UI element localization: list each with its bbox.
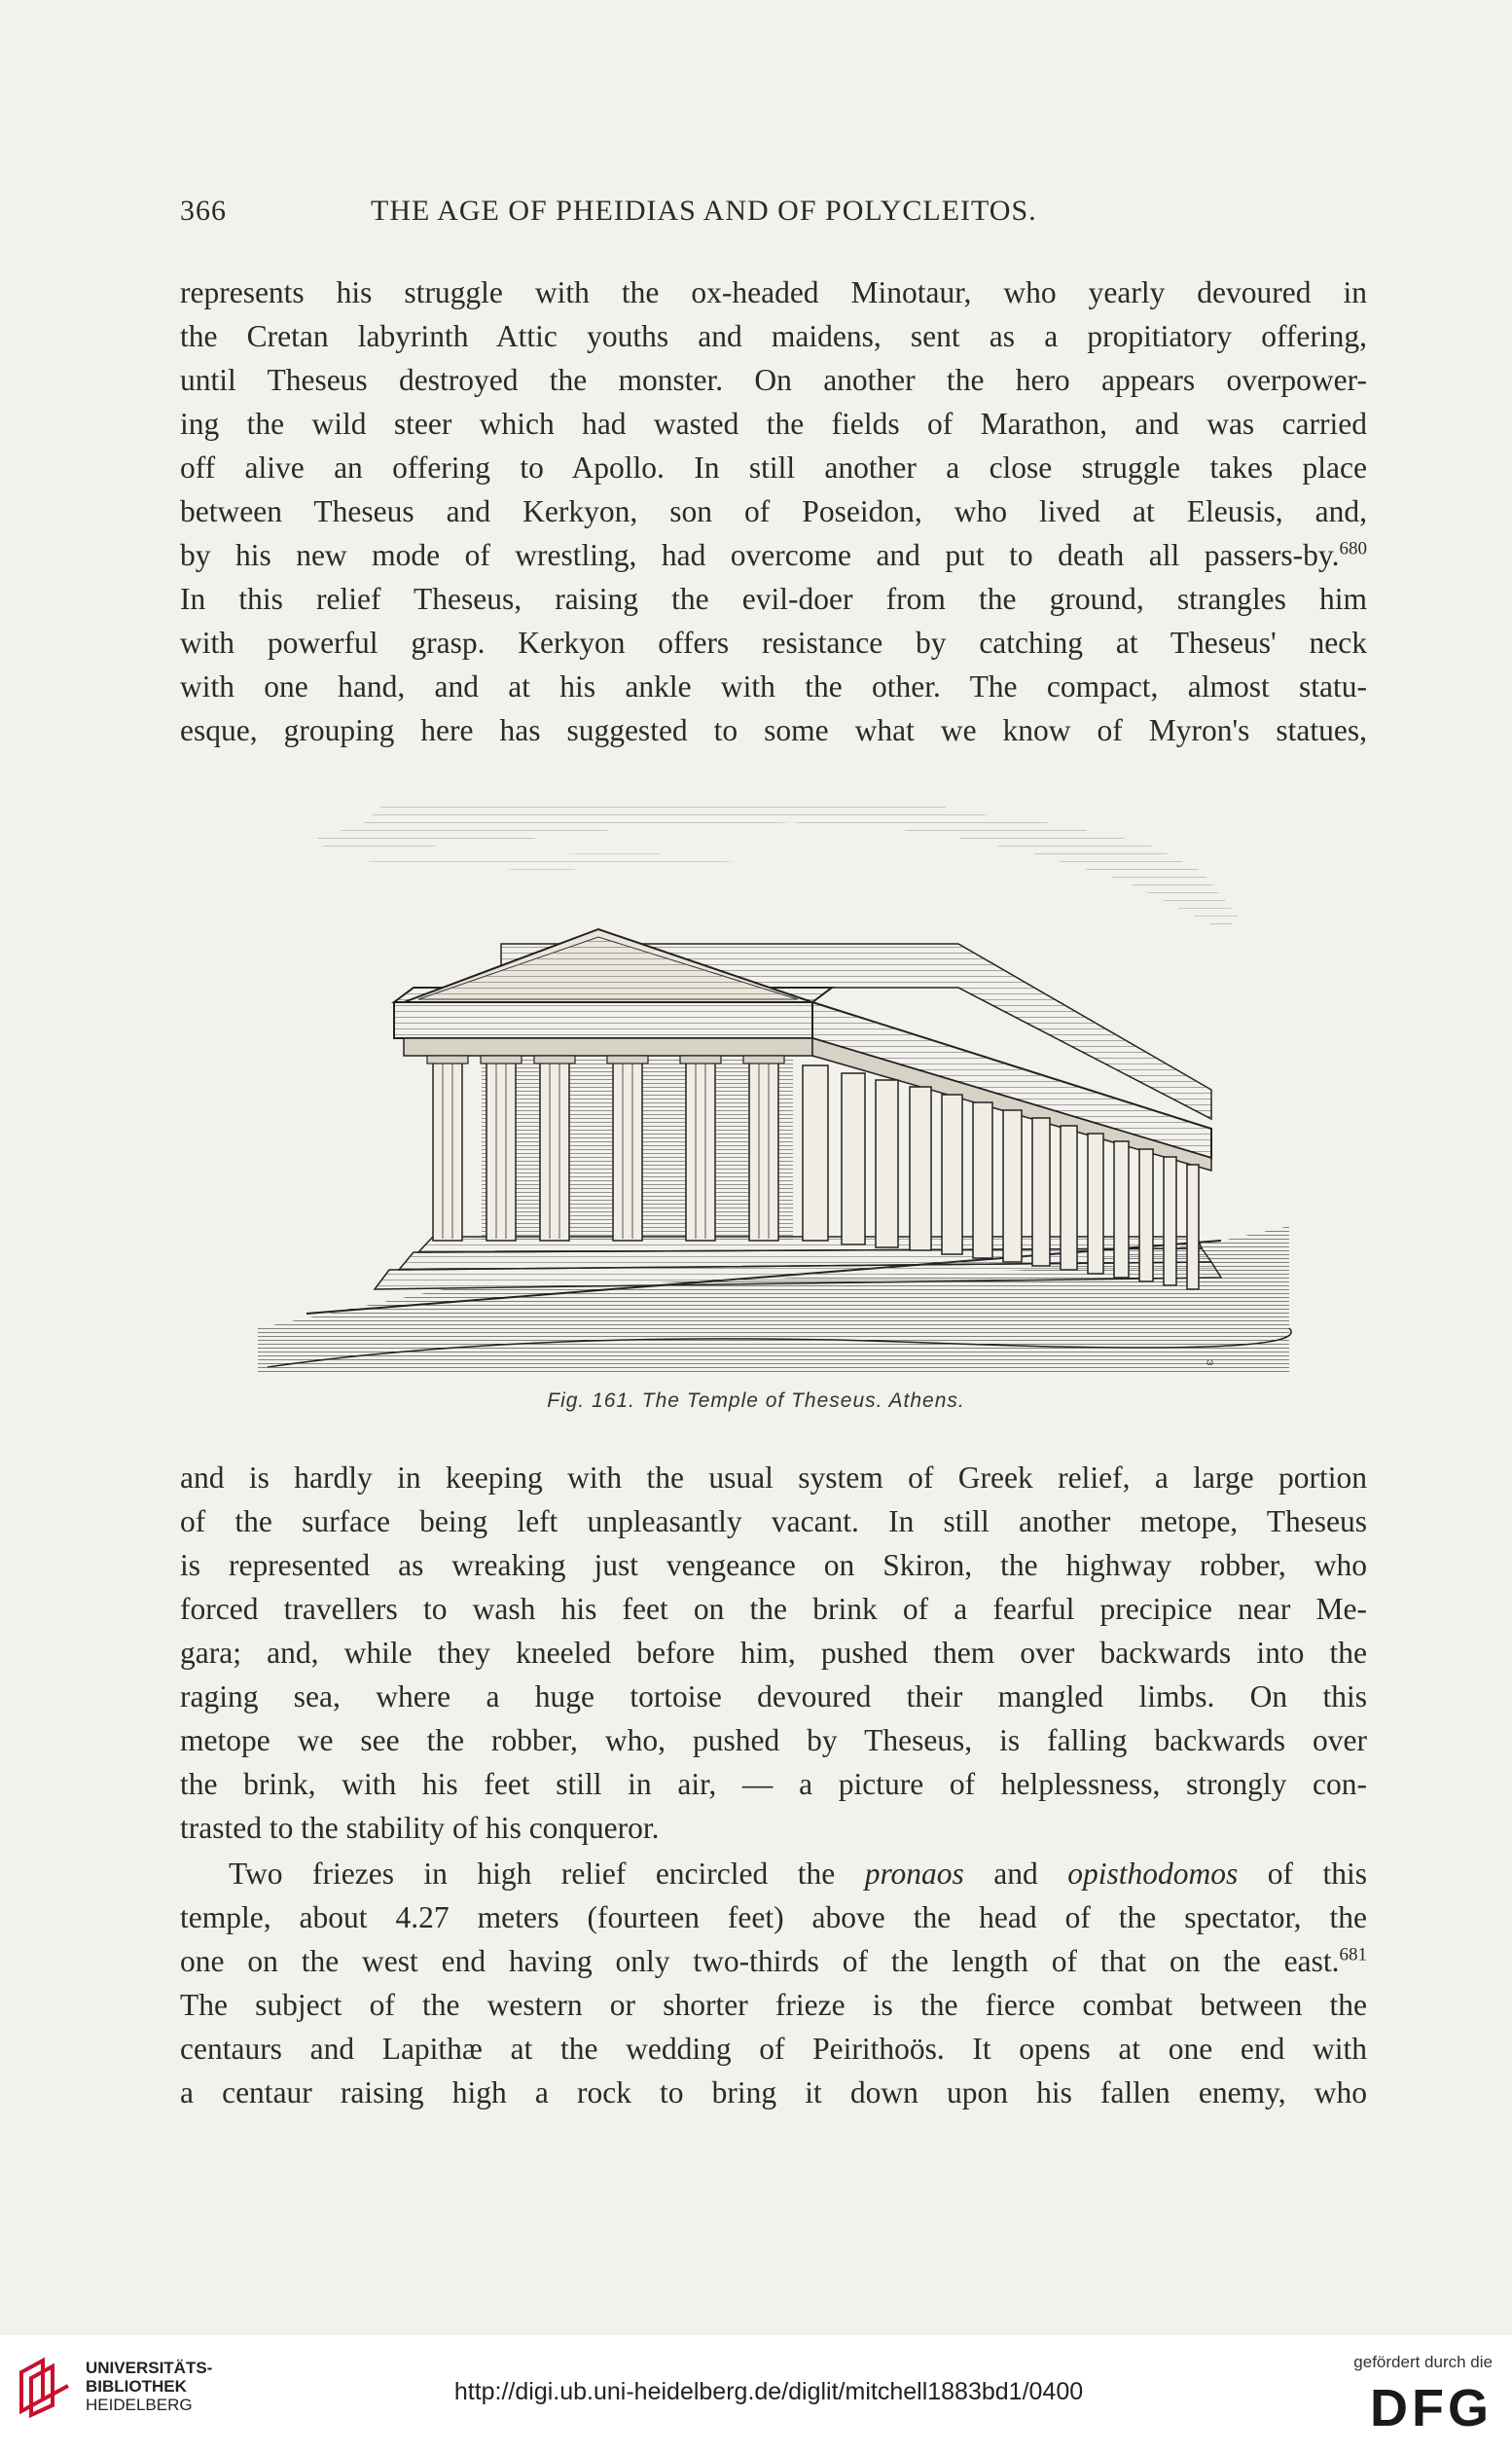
text-line: esque, grouping here has suggested to some what we know of Myron's statues, [180, 713, 1367, 747]
university-library-name [86, 2359, 212, 2414]
text-run: Two friezes in high relief encircled the [229, 1857, 865, 1891]
text-line: is represented as wreaking just vengeance on Skiron, the highway robber, who [180, 1548, 1367, 1582]
paragraph-3 [180, 1852, 1367, 2114]
library-line: HEIDELBERG [86, 2396, 193, 2414]
text-line: with one hand, and at his ankle with the other. The compact, almost statu- [180, 669, 1367, 703]
library-line: BIBLIOTHEK [86, 2377, 187, 2396]
text-line-with-footnote [180, 1939, 1367, 1983]
paragraph-1 [180, 270, 1367, 752]
digitization-footer [0, 2335, 1512, 2452]
page-number: 366 [180, 195, 227, 227]
text-line: between Theseus and Kerkyon, son of Poseidon, who lived at Eleusis, and, [180, 494, 1367, 528]
source-url-link[interactable]: http://digi.ub.uni-heidelberg.de/diglit/mitchell1883bd1/0400 [453, 2378, 1084, 2405]
text-line-with-footnote [180, 533, 1367, 577]
text-line: by his new mode of wrestling, had overcome and put to death all passers-by. [180, 538, 1340, 572]
text-line: represents his struggle with the ox-headed Minotaur, who yearly devoured in [180, 275, 1367, 309]
text-line: with powerful grasp. Kerkyon offers resistance by catching at Theseus' neck [180, 626, 1367, 660]
text-line: raging sea, where a huge tortoise devoured their mangled limbs. On this [180, 1679, 1367, 1713]
temple-engraving [248, 783, 1299, 1377]
figure-caption: Fig. 161. The Temple of Theseus. Athens. [547, 1389, 965, 1412]
text-line: and is hardly in keeping with the usual system of Greek relief, a large portion [180, 1460, 1367, 1495]
text-line: the brink, with his feet still in air, — a picture of helplessness, strongly con- [180, 1767, 1367, 1801]
text-run: one on the west end having only two-thirds of the length of that on the east. [180, 1944, 1340, 1978]
text-line: a centaur raising high a rock to bring it down upon his fallen enemy, who [180, 2075, 1367, 2109]
text-line: the Cretan labyrinth Attic youths and maidens, sent as a propitiatory offering, [180, 319, 1367, 353]
temple-of-theseus-illustration [248, 783, 1299, 1377]
text-run: and [963, 1857, 1068, 1891]
italic-term: pronaos [864, 1857, 964, 1891]
text-line: The subject of the western or shorter frieze is the fierce combat between the [180, 1988, 1367, 2022]
text-line: In this relief Theseus, raising the evil-doer from the ground, strangles him [180, 582, 1367, 616]
text-line: gara; and, while they kneeled before him, pushed them over backwards into the [180, 1636, 1367, 1670]
text-line: until Theseus destroyed the monster. On another the hero appears overpower- [180, 363, 1367, 397]
paragraph-2 [180, 1456, 1367, 1850]
text-line: centaurs and Lapithæ at the wedding of Peirithoös. It opens at one end with [180, 2032, 1367, 2066]
dfg-logo: DFG [1370, 2379, 1493, 2437]
university-library-logo-icon [14, 2353, 80, 2419]
italic-term: opisthodomos [1067, 1857, 1239, 1891]
text-line: temple, about 4.27 meters (fourteen feet) above the head of the spectator, the [180, 1900, 1367, 1934]
funding-label: gefördert durch die [1353, 2353, 1493, 2371]
text-line: trasted to the stability of his conqueror. [180, 1811, 660, 1845]
text-line [180, 1852, 1367, 1895]
footnote-ref-680: 680 [1339, 538, 1367, 559]
library-line: UNIVERSITÄTS- [86, 2359, 213, 2377]
footnote-ref-681: 681 [1339, 1944, 1367, 1965]
text-run: of this [1238, 1857, 1367, 1891]
text-line: off alive an offering to Apollo. In still another a close struggle takes place [180, 451, 1367, 485]
running-title: THE AGE OF PHEIDIAS AND OF POLYCLEITOS. [371, 195, 1037, 227]
text-line: metope we see the robber, who, pushed by Theseus, is falling backwards over [180, 1723, 1367, 1757]
text-line: of the surface being left unpleasantly vacant. In still another metope, Theseus [180, 1504, 1367, 1538]
engraver-signature: ω [1206, 1357, 1214, 1367]
text-line: forced travellers to wash his feet on the brink of a fearful precipice near Me- [180, 1592, 1367, 1626]
text-line: ing the wild steer which had wasted the fields of Marathon, and was carried [180, 407, 1367, 441]
